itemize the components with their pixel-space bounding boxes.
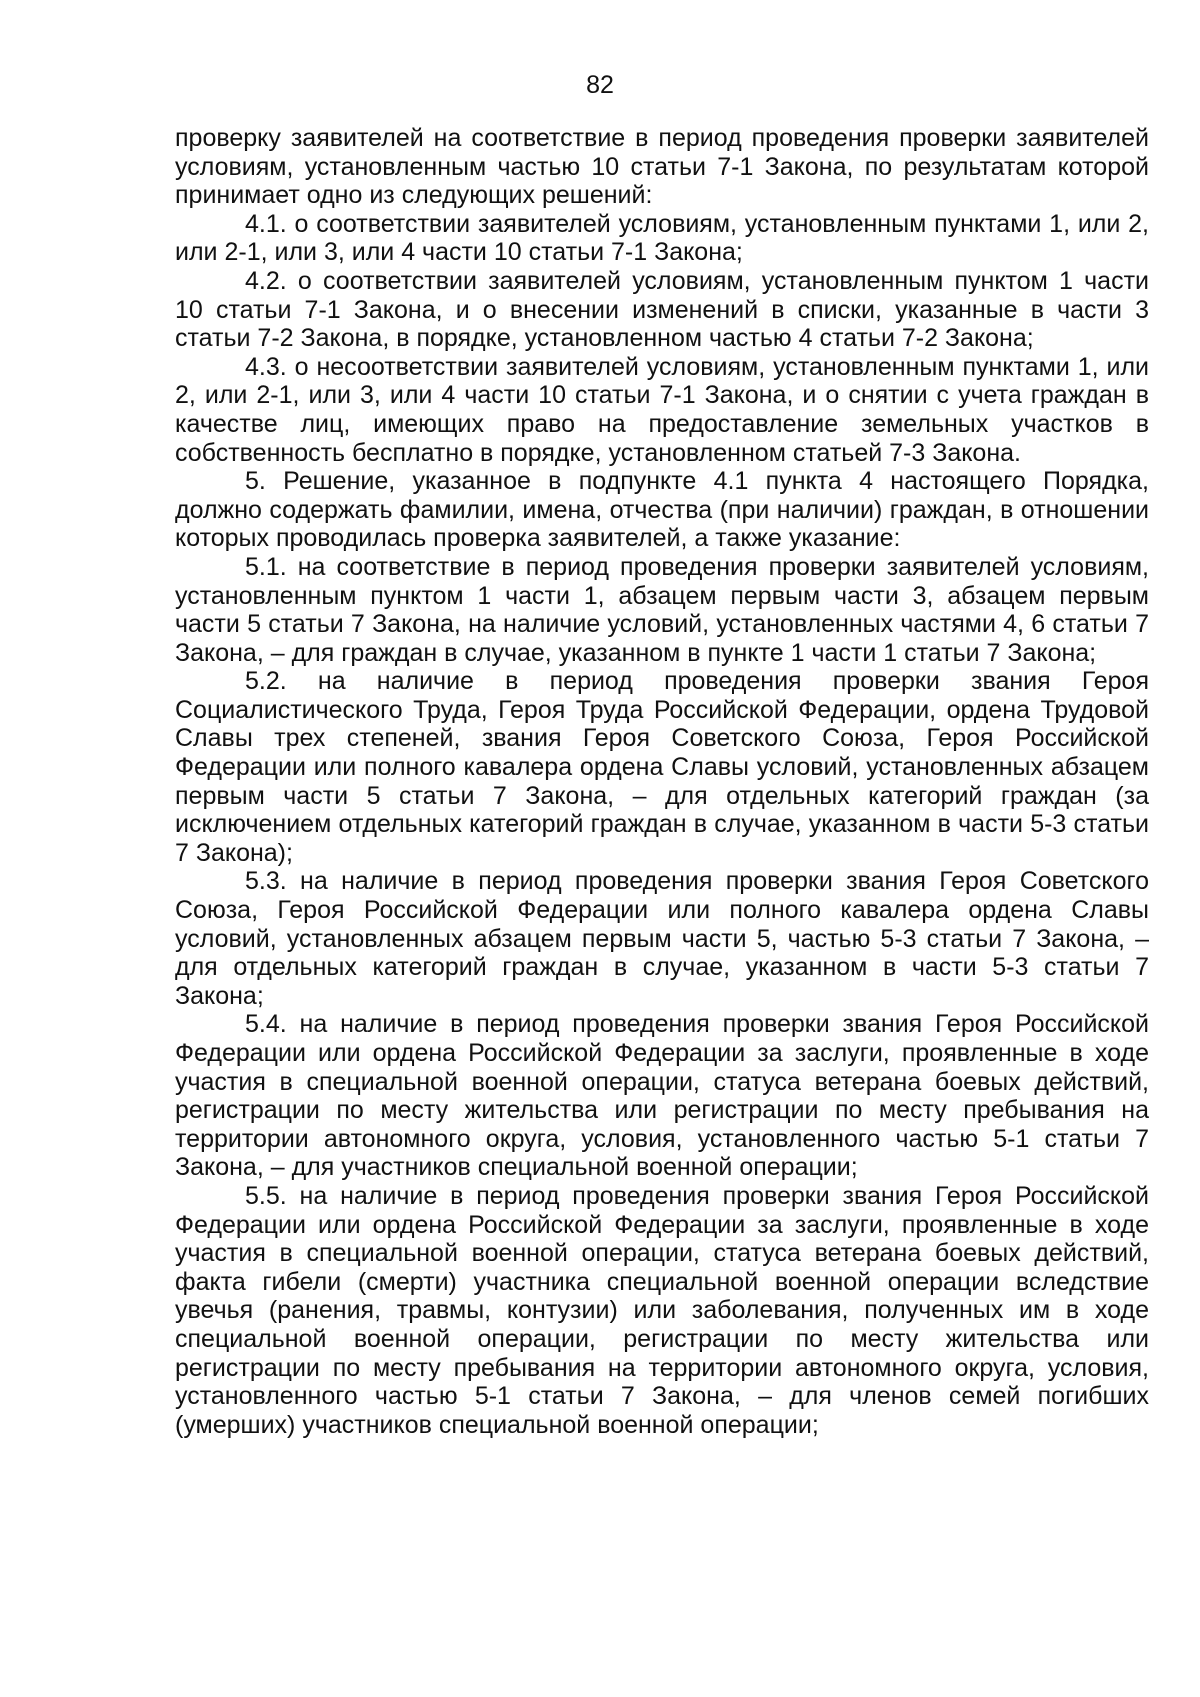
document-body	[175, 124, 1149, 1439]
paragraph-4-2: 4.2. о соответствии заявителей условиям, установленным пунктом 1 части 10 статьи 7-1 Закона, и о внесении изменений в списки, указанные в части 3 статьи 7-2 Закона, в порядке, установленном частью 4 статьи 7-2 Закона;	[175, 266, 1149, 353]
paragraph-5-3: 5.3. на наличие в период проведения проверки звания Героя Советского Союза, Героя Российской Федерации или полного кавалера ордена Славы условий, установленных абзацем первым части 5, частью 5-3 статьи 7 Закона, – для отдельных категорий граждан в случае, указанном в части 5-3 статьи 7 Закона;	[175, 867, 1149, 1010]
page-number: 82	[586, 71, 614, 99]
paragraph-5-4: 5.4. на наличие в период проведения проверки звания Героя Российской Федерации или ордена Российской Федерации за заслуги, проявленные в ходе участия в специальной военной операции, статуса ветерана боевых действий, регистрации по месту жительства или регистрации по месту пребывания на территории автономного округа, условия, установленного частью 5-1 статьи 7 Закона, – для участников специальной военной операции;	[175, 1010, 1149, 1182]
paragraph-5-1: 5.1. на соответствие в период проведения проверки заявителей условиям, установленным пунктом 1 части 1, абзацем первым части 3, абзацем первым части 5 статьи 7 Закона, на наличие условий, установленных частями 4, 6 статьи 7 Закона, – для граждан в случае, указанном в пункте 1 части 1 статьи 7 Закона;	[175, 552, 1149, 667]
paragraph-5-5: 5.5. на наличие в период проведения проверки звания Героя Российской Федерации или ордена Российской Федерации за заслуги, проявленные в ходе участия в специальной военной операции, статуса ветерана боевых действий, факта гибели (смерти) участника специальной военной операции вследствие увечья (ранения, травмы, контузии) или заболевания, полученных им в ходе специальной военной операции, регистрации по месту жительства или регистрации по месту пребывания на территории автономного округа, условия, установленного частью 5-1 статьи 7 Закона, – для членов семей погибших (умерших) участников специальной военной операции;	[175, 1181, 1149, 1439]
paragraph-4-1: 4.1. о соответствии заявителей условиям, установленным пунктами 1, или 2, или 2-1, или 3, или 4 части 10 статьи 7-1 Закона;	[175, 209, 1149, 267]
paragraph-5: 5. Решение, указанное в подпункте 4.1 пункта 4 настоящего Порядка, должно содержать фамилии, имена, отчества (при наличии) граждан, в отношении которых проводилась проверка заявителей, а также указание:	[175, 467, 1149, 553]
paragraph-5-2: 5.2. на наличие в период проведения проверки звания Героя Социалистического Труда, Героя Труда Российской Федерации, ордена Трудовой Славы трех степеней, звания Героя Советского Союза, Героя Российской Федерации или полного кавалера ордена Славы условий, установленных абзацем первым части 5 статьи 7 Закона, – для отдельных категорий граждан (за исключением отдельных категорий граждан в случае, указанном в части 5-3 статьи 7 Закона);	[175, 667, 1149, 867]
paragraph-4-3: 4.3. о несоответствии заявителей условиям, установленным пунктами 1, или 2, или 2-1, или 3, или 4 части 10 статьи 7-1 Закона, и о снятии с учета граждан в качестве лиц, имеющих право на предоставление земельных участков в собственность бесплатно в порядке, установленном статьей 7-3 Закона.	[175, 352, 1149, 467]
paragraph-continuation: проверку заявителей на соответствие в период проведения проверки заявителей условиям, установленным частью 10 статьи 7-1 Закона, по результатам которой принимает одно из следующих решений:	[175, 124, 1149, 210]
